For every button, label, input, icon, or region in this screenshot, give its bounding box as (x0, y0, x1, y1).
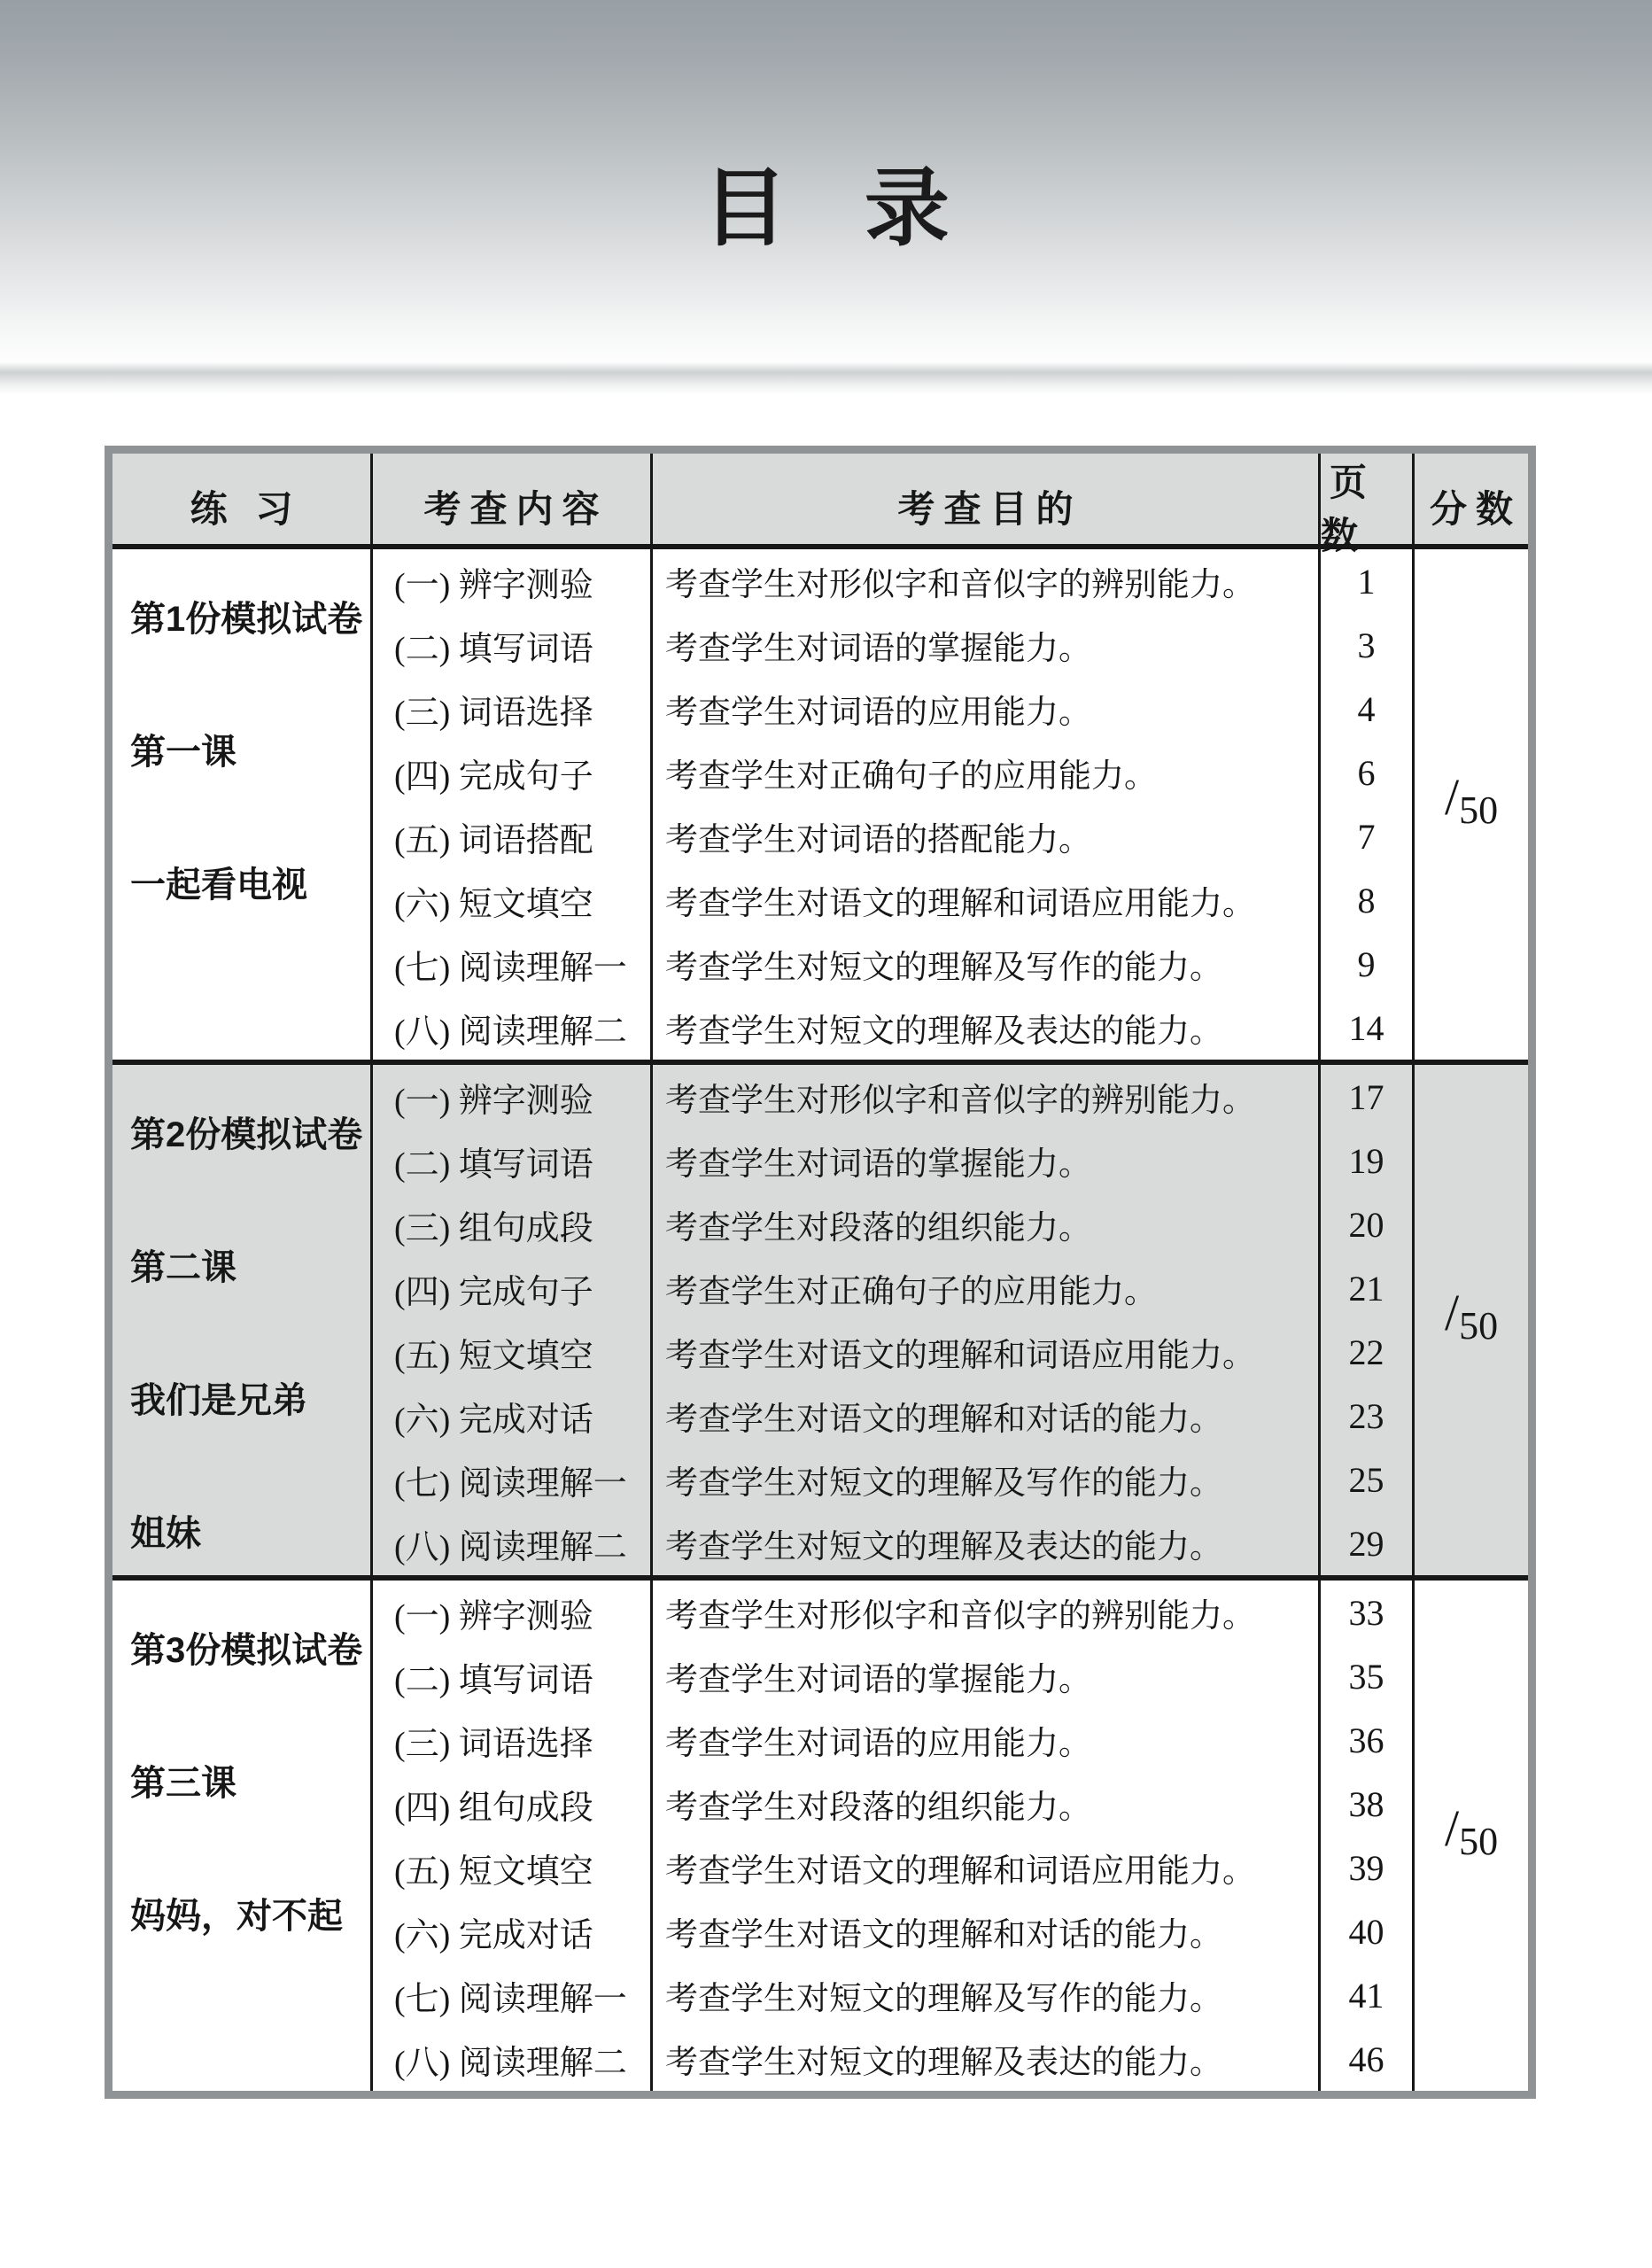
page-cell: 29 (1321, 1511, 1415, 1575)
content-cell: (七) 阅读理解一 (373, 1448, 653, 1511)
page-cell: 46 (1321, 2027, 1415, 2091)
content-cell: (八) 阅读理解二 (373, 996, 653, 1060)
score-value: 50 (1459, 788, 1499, 832)
exercise-cell (112, 1065, 373, 1575)
content-cell: (八) 阅读理解二 (373, 2027, 653, 2091)
toc-section (112, 1575, 1528, 2091)
exercise-line: 妈妈，对不起 (130, 1897, 343, 1936)
content-cell: (五) 词语搭配 (373, 804, 653, 868)
content-cell: (六) 短文填空 (373, 868, 653, 932)
purpose-cell: 考查学生对短文的理解及写作的能力。 (653, 932, 1321, 996)
exercise-line: 第三课 (130, 1764, 237, 1803)
content-cell: (一) 辨字测验 (373, 549, 653, 613)
page-cell: 41 (1321, 1963, 1415, 2027)
page-cell: 8 (1321, 868, 1415, 932)
purpose-cell: 考查学生对短文的理解及表达的能力。 (653, 2027, 1321, 2091)
exercise-line: 一起看电视 (130, 866, 307, 905)
page-cell: 22 (1321, 1320, 1415, 1384)
purpose-cell: 考查学生对词语的应用能力。 (653, 1708, 1321, 1772)
exercise-line: 第1份模拟试卷 (130, 600, 363, 639)
page-cell: 19 (1321, 1129, 1415, 1192)
content-cell: (四) 完成句子 (373, 741, 653, 804)
purpose-cell: 考查学生对语文的理解和词语应用能力。 (653, 1320, 1321, 1384)
purpose-cell: 考查学生对词语的掌握能力。 (653, 613, 1321, 677)
header-cell-purpose: 考查目的 (653, 454, 1321, 560)
score-cell: / 50 (1444, 1799, 1499, 1863)
page-cell: 25 (1321, 1448, 1415, 1511)
content-cell: (二) 填写词语 (373, 613, 653, 677)
table-header-row (112, 454, 1528, 556)
exercise-line: 第2份模拟试卷 (130, 1115, 363, 1154)
purpose-cell: 考查学生对词语的应用能力。 (653, 677, 1321, 741)
purpose-cell: 考查学生对形似字和音似字的辨别能力。 (653, 1065, 1321, 1129)
content-cell: (五) 短文填空 (373, 1836, 653, 1899)
page-cell: 6 (1321, 741, 1415, 804)
exercise-line: 我们是兄弟 (130, 1381, 307, 1420)
purpose-cell: 考查学生对短文的理解及写作的能力。 (653, 1963, 1321, 2027)
toc-table (105, 446, 1536, 2099)
exercise-cell (112, 549, 373, 1060)
content-cell: (四) 组句成段 (373, 1772, 653, 1836)
header-cell-score: 分数 (1429, 488, 1522, 530)
purpose-cell: 考查学生对短文的理解及表达的能力。 (653, 1511, 1321, 1575)
page-cell: 9 (1321, 932, 1415, 996)
purpose-cell: 考查学生对语文的理解和对话的能力。 (653, 1384, 1321, 1448)
content-cell: (五) 短文填空 (373, 1320, 653, 1384)
content-cell: (二) 填写词语 (373, 1129, 653, 1192)
page-cell: 20 (1321, 1192, 1415, 1256)
page-cell: 21 (1321, 1256, 1415, 1320)
header-cell-content: 考查内容 (373, 454, 653, 560)
exercise-line: 第二课 (130, 1248, 237, 1287)
purpose-cell: 考查学生对语文的理解和对话的能力。 (653, 1899, 1321, 1963)
content-cell: (一) 辨字测验 (373, 1065, 653, 1129)
score-cell: / 50 (1444, 768, 1499, 832)
content-cell: (三) 词语选择 (373, 1708, 653, 1772)
toc-table-body (112, 549, 1528, 2091)
score-value: 50 (1459, 1303, 1499, 1348)
content-cell: (六) 完成对话 (373, 1384, 653, 1448)
page-cell: 38 (1321, 1772, 1415, 1836)
page-cell: 4 (1321, 677, 1415, 741)
content-cell: (七) 阅读理解一 (373, 1963, 653, 2027)
toc-section (112, 1060, 1528, 1575)
content-cell: (八) 阅读理解二 (373, 1511, 653, 1575)
purpose-cell: 考查学生对语文的理解和词语应用能力。 (653, 868, 1321, 932)
content-cell: (三) 组句成段 (373, 1192, 653, 1256)
page-cell: 33 (1321, 1581, 1415, 1644)
purpose-cell: 考查学生对段落的组织能力。 (653, 1772, 1321, 1836)
header-cell-exercise: 练 习 (112, 454, 373, 560)
page-cell: 17 (1321, 1065, 1415, 1129)
toc-section (112, 549, 1528, 1060)
content-cell: (三) 词语选择 (373, 677, 653, 741)
page-title: 目 录 (702, 161, 976, 256)
content-cell: (四) 完成句子 (373, 1256, 653, 1320)
content-cell: (六) 完成对话 (373, 1899, 653, 1963)
purpose-cell: 考查学生对正确句子的应用能力。 (653, 741, 1321, 804)
content-cell: (七) 阅读理解一 (373, 932, 653, 996)
page-cell: 7 (1321, 804, 1415, 868)
exercise-line: 姐妹 (130, 1514, 201, 1553)
purpose-cell: 考查学生对短文的理解及写作的能力。 (653, 1448, 1321, 1511)
page-cell: 40 (1321, 1899, 1415, 1963)
header-cell-pages: 页数 (1321, 454, 1415, 560)
content-cell: (一) 辨字测验 (373, 1581, 653, 1644)
banner-bottom-shadow (0, 361, 1652, 395)
purpose-cell: 考查学生对语文的理解和词语应用能力。 (653, 1836, 1321, 1899)
exercise-line: 第一课 (130, 733, 237, 772)
exercise-line: 第3份模拟试卷 (130, 1631, 363, 1670)
purpose-cell: 考查学生对词语的掌握能力。 (653, 1129, 1321, 1192)
page-cell: 39 (1321, 1836, 1415, 1899)
content-cell: (二) 填写词语 (373, 1644, 653, 1708)
page-cell: 23 (1321, 1384, 1415, 1448)
page-cell: 36 (1321, 1708, 1415, 1772)
score-value: 50 (1459, 1819, 1499, 1863)
purpose-cell: 考查学生对正确句子的应用能力。 (653, 1256, 1321, 1320)
purpose-cell: 考查学生对词语的搭配能力。 (653, 804, 1321, 868)
page-cell: 14 (1321, 996, 1415, 1060)
purpose-cell: 考查学生对词语的掌握能力。 (653, 1644, 1321, 1708)
page-cell: 35 (1321, 1644, 1415, 1708)
page-cell: 3 (1321, 613, 1415, 677)
purpose-cell: 考查学生对段落的组织能力。 (653, 1192, 1321, 1256)
score-cell: / 50 (1444, 1284, 1499, 1348)
exercise-cell (112, 1581, 373, 2091)
purpose-cell: 考查学生对形似字和音似字的辨别能力。 (653, 1581, 1321, 1644)
page-cell: 1 (1321, 549, 1415, 613)
purpose-cell: 考查学生对形似字和音似字的辨别能力。 (653, 549, 1321, 613)
purpose-cell: 考查学生对短文的理解及表达的能力。 (653, 996, 1321, 1060)
